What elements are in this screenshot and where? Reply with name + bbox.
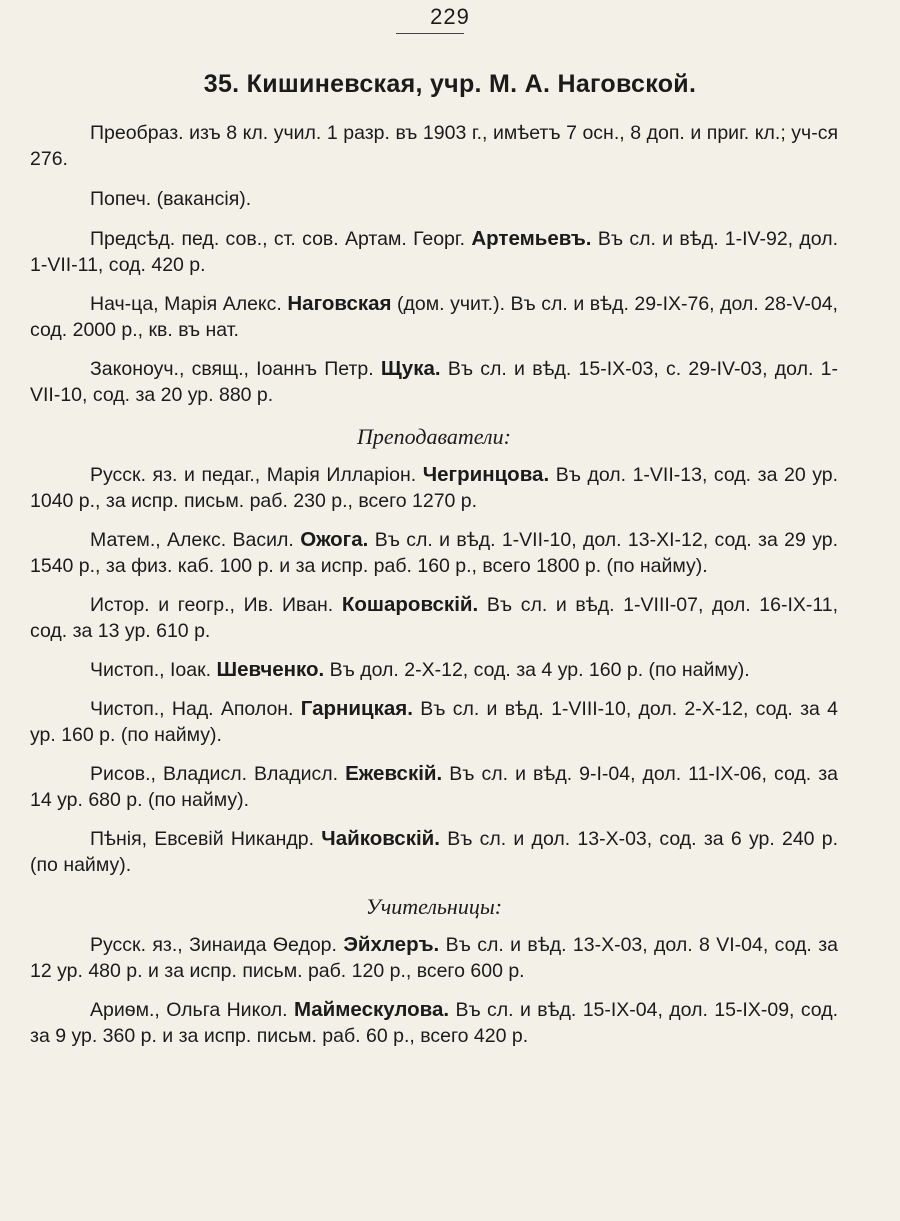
- person-name: Шевченко.: [216, 658, 325, 681]
- staff-entry: Нач-ца, Марія Алекс. Наговская (дом. учит.). Въ сл. и вѣд. 29-IX-76, дол. 28-V-04, сод. 2000 р., кв. въ нат.: [30, 292, 838, 341]
- teacher-entry: Истор. и геогр., Ив. Иван. Кошаровскій. Въ сл. и вѣд. 1-VIII-07, дол. 16-IX-11, сод. за 13 ур. 610 р.: [30, 593, 839, 642]
- person-name: Гарницкая.: [300, 697, 413, 720]
- intro-paragraph: Преобраз. изъ 8 кл. учил. 1 разр. въ 1903 г., имѣетъ 7 осн., 8 доп. и приг. кл.; уч-ся 276.: [30, 122, 838, 170]
- teacher-entry: Русск. яз. и педаг., Марія Илларіон. Чегринцова. Въ дол. 1-VII-13, сод. за 20 ур. 1040 р., за испр. письм. раб. 230 р., всего 1270 р.: [30, 463, 839, 512]
- intro-paragraph: Попеч. (вакансія).: [90, 188, 252, 210]
- teacher-entry: Матем., Алекс. Васил. Ожога. Въ сл. и вѣд. 1-VII-10, дол. 13-XI-12, сод. за 29 ур. 1540 р., за физ. каб. 100 р. и за испр. раб. 160 р., всего 1800 р. (по найму).: [30, 528, 838, 577]
- teacher-entry: Пѣнія, Евсевій Никандр. Чайковскій. Въ сл. и дол. 13-X-03, сод. за 6 ур. 240 р. (по найму).: [30, 827, 839, 876]
- page-number-rule: [396, 33, 464, 34]
- document-body: [30, 120, 838, 1062]
- teacher-entry: Чистоп., Іоак. Шевченко. Въ дол. 2-X-12, сод. за 4 ур. 160 р. (по найму).: [90, 658, 750, 681]
- staff-entry: Предсѣд. пед. сов., ст. сов. Артам. Георг. Артемьевъ. Въ сл. и вѣд. 1-IV-92, дол. 1-VII-11, сод. 420 р.: [30, 227, 838, 276]
- teacher-entry: Рисов., Владисл. Владисл. Ежевскій. Въ сл. и вѣд. 9-I-04, дол. 11-IX-06, сод. за 14 ур. 680 р. (по найму).: [30, 762, 838, 811]
- person-name: Кошаровскій.: [341, 593, 479, 616]
- person-name: Маймескулова.: [293, 998, 450, 1021]
- person-name: Ежевскій.: [345, 762, 443, 785]
- person-name: Артемьевъ.: [471, 227, 592, 250]
- person-name: Ожога.: [300, 528, 369, 551]
- staff-entry: Законоуч., свящ., Іоаннъ Петр. Щука. Въ сл. и вѣд. 15-IX-03, с. 29-IV-03, дол. 1-VII-10, сод. за 20 ур. 880 р.: [30, 357, 838, 406]
- page-number: 229: [430, 4, 470, 29]
- person-name: Щука.: [380, 357, 441, 380]
- person-name: Наговская: [287, 292, 392, 315]
- section-heading-women-teachers: Учительницы:: [365, 894, 503, 919]
- teacher-entry: Чистоп., Над. Аполон. Гарницкая. Въ сл. и вѣд. 1-VIII-10, дол. 2-X-12, сод. за 4 ур. 160 р. (по найму).: [30, 697, 839, 746]
- teacher-entry: Русск. яз., Зинаида Ѳедор. Эйхлеръ. Въ сл. и вѣд. 13-X-03, дол. 8 VI-04, сод. за 12 ур. 480 р. и за испр. письм. раб. 120 р., всего 600 р.: [30, 933, 839, 982]
- section-heading-teachers: Преподаватели:: [357, 424, 511, 449]
- page-title: 35. Кишиневская, учр. М. А. Наговской.: [203, 70, 697, 98]
- person-name: Эйхлеръ.: [343, 933, 440, 956]
- person-name: Чайковскій.: [321, 827, 440, 850]
- teacher-entry: Ариѳм., Ольга Никол. Маймескулова. Въ сл. и вѣд. 15-IX-04, дол. 15-IX-09, сод. за 9 ур. 360 р. и за испр. письм. раб. 60 р., всего 420 р.: [30, 998, 839, 1047]
- person-name: Чегринцова.: [422, 463, 550, 486]
